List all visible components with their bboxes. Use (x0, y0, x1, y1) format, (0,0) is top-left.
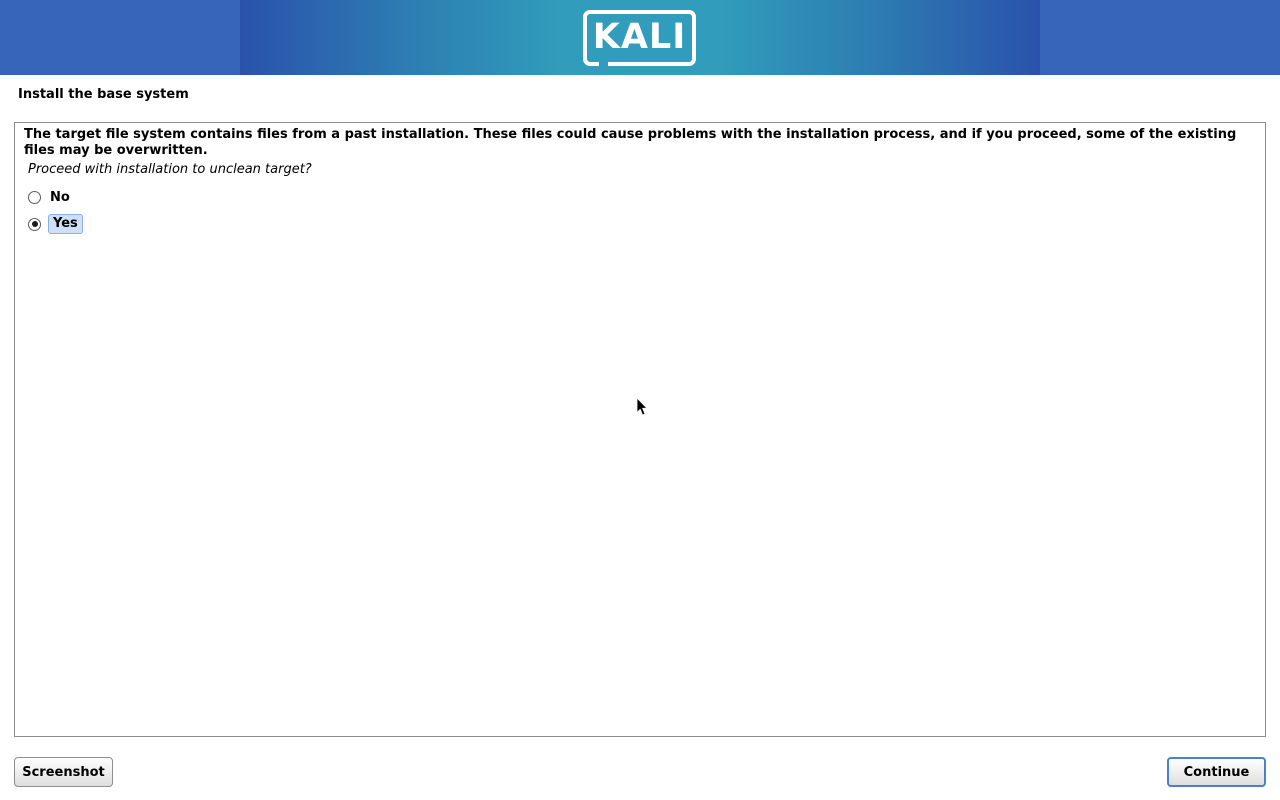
radio-no-label: No (50, 189, 70, 205)
radio-yes-label: Yes (48, 214, 83, 234)
kali-logo (583, 10, 696, 66)
continue-button[interactable]: Continue (1167, 757, 1266, 787)
radio-yes-icon[interactable] (28, 218, 41, 231)
dialog-panel (14, 122, 1266, 737)
page-title: Install the base system (18, 87, 189, 102)
kali-logo-frame-gap (599, 62, 608, 66)
screenshot-button[interactable]: Screenshot (14, 757, 113, 787)
kali-banner (0, 0, 1280, 75)
radio-no-icon[interactable] (28, 191, 41, 204)
radio-option-yes[interactable] (28, 214, 83, 234)
kali-logo-text: KALI (592, 16, 687, 57)
dialog-message: The target file system contains files from a past installation. These files could cause problems with the installation process, and if you proceed, some of the existing files may be overwritten. (24, 127, 1237, 158)
dialog-question: Proceed with installation to unclean target? (28, 162, 312, 177)
radio-option-no[interactable] (28, 187, 70, 207)
banner-left-strip (0, 0, 240, 75)
banner-right-strip (1040, 0, 1280, 75)
radio-selected-dot (32, 221, 38, 227)
